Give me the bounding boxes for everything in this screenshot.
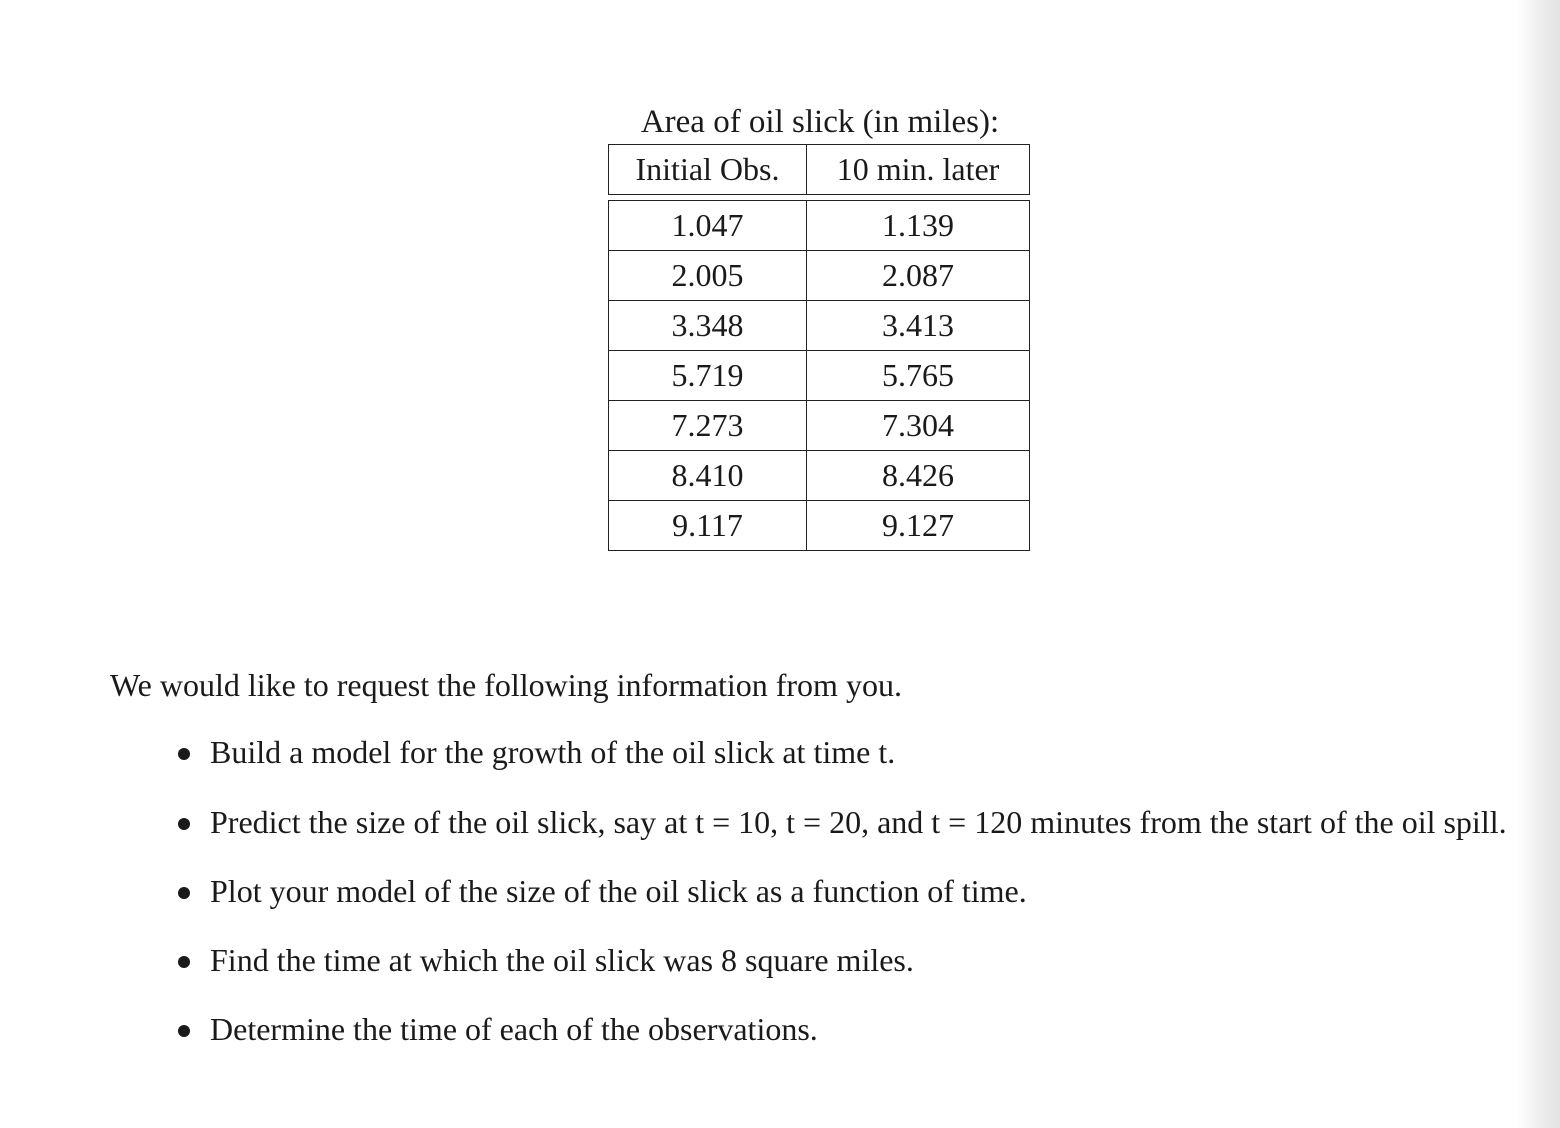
viewer-edge-shadow: [1516, 0, 1560, 1128]
table-row: [609, 201, 1030, 251]
intro-paragraph: We would like to request the following information from you.: [110, 667, 902, 703]
table-row: [609, 501, 1030, 551]
cell-later: 5.765: [807, 351, 1030, 401]
table-row: [609, 301, 1030, 351]
column-header-10-min-later: 10 min. later: [807, 145, 1030, 195]
cell-later: 9.127: [807, 501, 1030, 551]
column-header-initial-obs: Initial Obs.: [609, 145, 807, 195]
cell-later: 1.139: [807, 201, 1030, 251]
cell-initial: 3.348: [609, 301, 807, 351]
list-item: [170, 871, 1532, 911]
cell-initial: 5.719: [609, 351, 807, 401]
list-item: [170, 732, 1532, 772]
task-text: Plot your model of the size of the oil slick as a function of time.: [210, 873, 1027, 909]
table-row: [609, 251, 1030, 301]
table-row: [609, 401, 1030, 451]
table-row: [609, 451, 1030, 501]
cell-initial: 9.117: [609, 501, 807, 551]
bullet-icon: [178, 887, 190, 899]
data-table: [608, 200, 1030, 551]
table-row: [609, 351, 1030, 401]
list-item: [170, 940, 1532, 980]
bullet-icon: [178, 818, 190, 830]
list-item: [170, 802, 1532, 842]
table-caption: Area of oil slick (in miles):: [640, 104, 1000, 140]
task-text: Determine the time of each of the observations.: [210, 1011, 818, 1047]
cell-later: 8.426: [807, 451, 1030, 501]
task-list: [170, 732, 1532, 1049]
bullet-icon: [178, 748, 190, 760]
list-item: [170, 1009, 1532, 1049]
task-text: Find the time at which the oil slick was 8 square miles.: [210, 942, 914, 978]
bullet-icon: [178, 956, 190, 968]
cell-later: 2.087: [807, 251, 1030, 301]
table-header: [608, 144, 1030, 195]
cell-later: 3.413: [807, 301, 1030, 351]
cell-initial: 1.047: [609, 201, 807, 251]
cell-initial: 2.005: [609, 251, 807, 301]
bullet-icon: [178, 1025, 190, 1037]
cell-initial: 8.410: [609, 451, 807, 501]
task-text: Build a model for the growth of the oil slick at time t.: [210, 734, 896, 770]
cell-later: 7.304: [807, 401, 1030, 451]
cell-initial: 7.273: [609, 401, 807, 451]
task-text: Predict the size of the oil slick, say at t = 10, t = 20, and t = 120 minutes from the start of the oil spill.: [210, 804, 1507, 840]
